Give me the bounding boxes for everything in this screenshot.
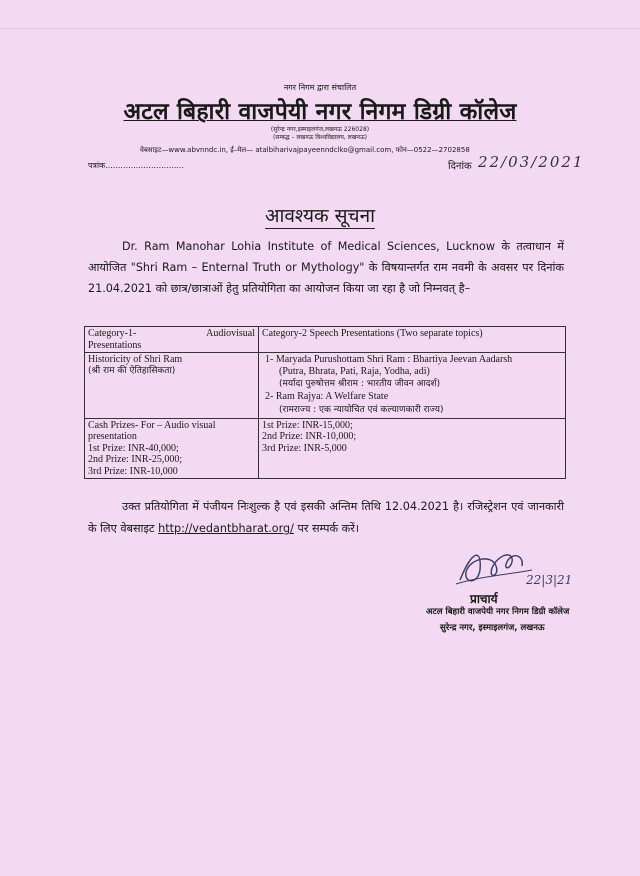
category1-prize-2: 2nd Prize: INR-25,000;: [88, 454, 183, 465]
category2-topic1: 1- Maryada Purushottam Shri Ram : Bhartiya Jeevan Aadarsh: [265, 354, 513, 365]
competition-table: [84, 326, 566, 479]
intro-paragraph: Dr. Ram Manohar Lohia Institute of Medical Sciences, Lucknow के तत्वाधान में आयोजित "Shri Ram – Enternal Truth or Mythology" के विषयान्तर्गत राम नवमी के अवसर पर दिनांक 21.04.2021 को छात्र/छात्राओं हेतु प्रतियोगिता का आयोजन किया जा रहा है जो निम्नवत् है–: [88, 240, 564, 295]
category2-prize-1: 1st Prize: INR-15,000;: [262, 419, 353, 431]
designation: प्राचार्य: [470, 592, 498, 606]
address-line-1: (सुरेन्द्र नगर,इस्माइलगंज,लखनऊ 226028): [270, 126, 370, 133]
category1-prize-heading: Cash Prizes- For – Audio visual presentation: [88, 419, 216, 442]
category1-prize-1: 1st Prize: INR-40,000;: [88, 442, 179, 454]
category1-header: [85, 327, 259, 353]
registration-link[interactable]: http://vedantbharat.org/: [158, 522, 294, 535]
date-label: दिनांक: [448, 161, 472, 172]
principal-signature: [452, 540, 572, 592]
category2-topic1-sub: (Putra, Bhrata, Pati, Raja, Yodha, adi): [279, 365, 430, 377]
address-line-2: (सम्बद्ध – लखनऊ विश्वविद्यालय, लखनऊ): [272, 134, 368, 141]
category1-label: Category-1-: [88, 328, 137, 339]
category1-prize-3: 3rd Prize: INR-10,000: [88, 465, 178, 477]
notice-heading: [0, 202, 640, 228]
signature-address: सुरेन्द्र नगर, इस्माइलगंज, लखनऊ: [440, 623, 545, 633]
category1-topic: [85, 353, 259, 419]
registration-text: उक्त प्रतियोगिता में पंजीयन निःशुल्क है एवं इसकी अन्तिम तिथि 12.04.2021 है। रजिस्ट्रेशन एवं जानकारी के लिए वेबसाइट: [88, 500, 564, 535]
category2-topic2: 2- Ram Rajya: A Welfare State: [265, 391, 389, 402]
date-value: 22/03/2021: [478, 153, 585, 171]
college-name: अटल बिहारी वाजपेयी नगर निगम डिग्री कॉलेज: [123, 99, 517, 125]
reference-number: पत्रांक...............................: [88, 161, 185, 170]
table-row: [85, 418, 566, 479]
contact-line: वेबसाइट—www.abvnndc.in, ई–मेल— atalbiharivajpayeenndclko@gmail.com, फोन—0522—2702858: [140, 146, 470, 154]
table-row: [85, 353, 566, 419]
category2-topic2-hi: (रामराज्य : एक न्यायोचित एवं कल्याणकारी राज्य): [279, 404, 444, 415]
category2-topic1-hi: (मर्यादा पुरुषोत्तम श्रीराम : भारतीय जीवन आदर्श): [279, 379, 441, 389]
registration-paragraph: [88, 496, 564, 540]
operated-by-note: नगर निगम द्वारा संचालित: [283, 83, 357, 92]
scan-edge-line: [0, 28, 640, 29]
category2-prizes: [259, 418, 566, 479]
category2-header: Category-2 Speech Presentations (Two separate topics): [259, 327, 566, 353]
signature-college: अटल बिहारी वाजपेयी नगर निगम डिग्री कॉलेज: [426, 607, 570, 617]
category1-prizes: [85, 418, 259, 479]
category2-topics: [259, 353, 566, 419]
category2-prize-2: 2nd Prize: INR-10,000;: [262, 431, 357, 442]
category1-type: Audiovisual: [206, 328, 255, 339]
category2-prize-3: 3rd Prize: INR-5,000: [262, 442, 347, 454]
registration-tail: पर सम्पर्क करें।: [293, 522, 360, 535]
table-row: [85, 327, 566, 353]
category1-topic-en: Historicity of Shri Ram: [88, 354, 183, 365]
category1-topic-hi: (श्री राम की ऐतिहासिकता): [88, 365, 176, 376]
signature-date: 22|3|21: [526, 573, 572, 587]
category1-type-line2: Presentations: [88, 339, 142, 351]
notice-heading-text: आवश्यक सूचना: [264, 205, 376, 227]
